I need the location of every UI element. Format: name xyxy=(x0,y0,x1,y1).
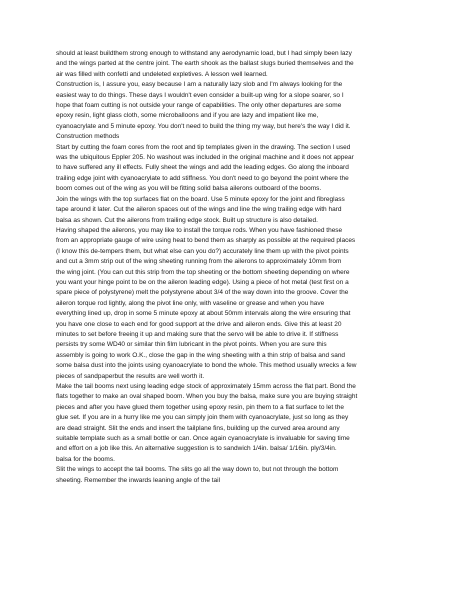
text-line: easiest way to do things. These days I wouldn't even consider a built-up wing for a slope soarer, so I xyxy=(56,91,344,99)
text-line: boom comes out of the wing as you will be fitting solid balsa ailerons outboard of the booms. xyxy=(56,185,322,193)
text-line: sheeting. Remember the inwards leaning angle of the tail xyxy=(56,476,221,484)
text-line: Join the wings with the top surfaces flat on the board. Use 5 minute epoxy for the joint and fibreglass xyxy=(56,195,345,203)
text-line: to have suffered any ill effects. Fully sheet the wings and add the leading edges. Go along the inboard xyxy=(56,164,349,172)
text-line: Having shaped the ailerons, you may like to install the torque rods. When you have fashioned these xyxy=(56,226,343,234)
text-line: balsa as shown. Cut the ailerons from trailing edge stock. Built up structure is also detailed. xyxy=(56,216,318,224)
text-line: hope that foam cutting is not outside your range of capabilities. The only other departures are some xyxy=(56,102,342,110)
text-line: are dead straight. Slit the ends and insert the tailplane fins, building up the curved area around any xyxy=(56,424,340,432)
text-line: you want your hinge point to be on the aileron leading edge). Using a piece of hot metal (test first on a xyxy=(56,278,349,286)
text-line: should at least buildthem strong enough to withstand any aerodynamic load, but I had simply been lazy xyxy=(56,50,352,57)
text-line: pieces and after you have glued them together using epoxy resin, pin them to a flat surface to let the xyxy=(56,403,344,411)
text-line: some balsa dust into the joints using cyanoacrylate to bond the whole. This method usually wrecks a few xyxy=(56,362,357,370)
text-line: balsa for the booms. xyxy=(56,455,115,463)
text-line: tape around it later. Cut the aileron spaces out of the wings and line the wing trailing edge with hard xyxy=(56,206,342,214)
text-line: you have one close to each end for good support at the drive and aileron ends. Give this at least 20 xyxy=(56,320,342,328)
text-line: (I know this de-tempers them, but what else can you do?) accurately line them up with the pivot points xyxy=(56,247,349,255)
text-line: Slit the wings to accept the tail booms. The slits go all the way down to, but not through the bottom xyxy=(56,466,339,474)
text-line: everything lined up, drop in some 5 minute epoxy at about 50mm intervals along the wire ensuring that xyxy=(56,310,351,318)
text-line: from an appropriate gauge of wire using heat to bend them as sharply as possible at the required places xyxy=(56,237,356,245)
text-line: pieces of sandpaperbut the results are well worth it. xyxy=(56,372,205,380)
text-line: Construction methods xyxy=(56,133,120,141)
text-line: and the wings parted at the centre joint. The earth shook as the ballast slugs buried themselves and the xyxy=(56,60,354,68)
text-line: air was filled with confetti and undeleted expletives. A lesson well learned. xyxy=(56,70,268,78)
text-line: spare piece of polystyrene) melt the polystyrene about 3/4 of the way down into the groove. Cover the xyxy=(56,289,349,297)
text-line: and cut a 3mm strip out of the wing sheeting running from the ailerons to approximately 10mm from xyxy=(56,258,342,266)
text-line: aileron torque rod lightly, along the pivot line only, with vaseline or grease and when you have xyxy=(56,299,325,307)
text-line: cyanoacrylate and 5 minute epoxy. You don't need to build the thing my way, but here's the way I did it. xyxy=(56,122,351,130)
text-line: trailing edge joint with cyanoacrylate to add stiffness. You don't need to go beyond the point where the xyxy=(56,174,349,182)
text-line: glue set. If you are in a hurry like me you can simply join them with cyanoacrylate, just so long as they xyxy=(56,414,349,422)
text-line: the wing joint. (You can cut this strip from the top sheeting or the bottom sheeting depending on where xyxy=(56,268,350,276)
text-line: assembly is going to work O.K., close the gap in the wing sheeting with a thin strip of balsa and sand xyxy=(56,351,346,359)
text-line: flats together to make an oval shaped boom. When you buy the balsa, make sure you are buying straight xyxy=(56,393,358,401)
text-line: Make the tail booms next using leading edge stock of approximately 15mm across the flat part. Bond the xyxy=(56,383,356,390)
document-body xyxy=(56,49,413,486)
text-line: and effort on a job like this. An alternative suggestion is to sandwich 1/4in. balsa/ 1/16in. ply/3/4in. xyxy=(56,445,337,453)
text-line: persists try some WD40 or similar thin film lubricant in the pivot points. When you are sure this xyxy=(56,341,327,349)
text-line: was the ubiquitous Eppler 205. No washout was included in the original machine and it does not appear xyxy=(56,154,354,162)
text-line: Start by cutting the foam cores from the root and tip templates given in the drawing. The section I used xyxy=(56,143,351,151)
text-line: minutes to set before freeing it up and making sure that the servo will be able to drive it. If stiffness xyxy=(56,330,339,338)
text-line: epoxy resin, light glass cloth, some microballoons and if you are lazy and impatient like me, xyxy=(56,112,319,120)
text-line: suitable template such as a small bottle or can. Once again cyanoacrylate is invaluable for saving time xyxy=(56,435,350,443)
text-line: Construction is, I assure you, easy because I am a naturally lazy slob and I'm always looking for the xyxy=(56,81,343,89)
